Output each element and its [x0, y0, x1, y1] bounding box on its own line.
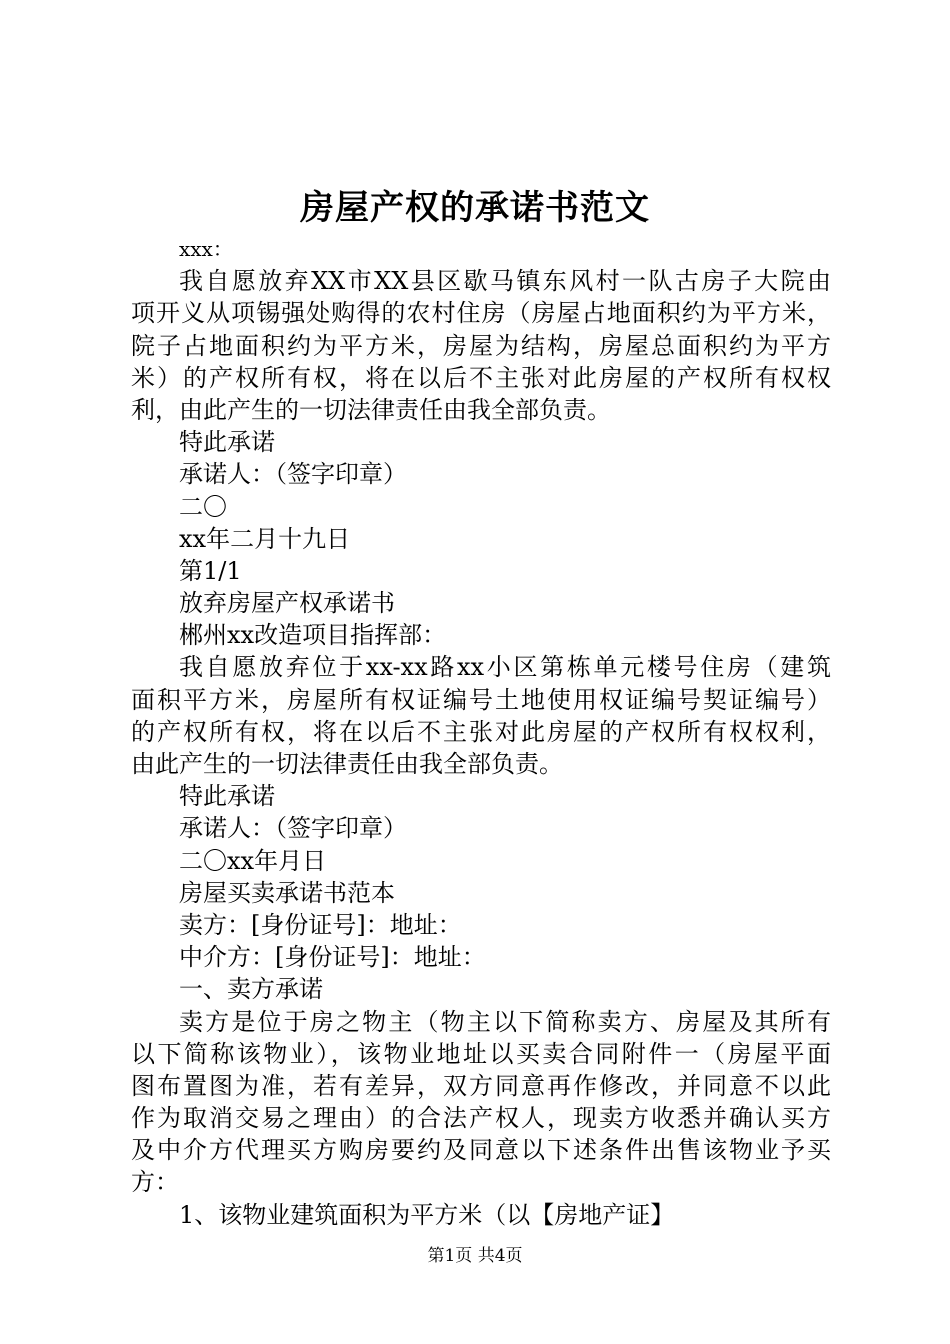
- page-footer: 第1页 共4页: [427, 1246, 523, 1266]
- salutation-line: xxx：: [179, 237, 233, 261]
- paragraph-line: 利，由此产生的一切法律责任由我全部负责。: [131, 395, 611, 424]
- section-heading: 放弃房屋产权承诺书: [179, 589, 395, 618]
- section-heading: 房屋买卖承诺书范本: [179, 878, 395, 907]
- date-line: xx年二月十九日: [179, 524, 351, 553]
- pledge-line: 特此承诺: [179, 782, 275, 811]
- addressee-line: 郴州xx改造项目指挥部：: [179, 621, 447, 650]
- paragraph-line: 米）的产权所有权，将在以后不主张对此房屋的产权所有权权: [131, 363, 831, 392]
- paragraph-line: 我自愿放弃位于xx-xx路xx小区第栋单元楼号住房（建筑: [179, 653, 831, 682]
- signatory-line: 承诺人：（签字印章）: [179, 460, 407, 489]
- paragraph-line: 项开义从项锡强处购得的农村住房（房屋占地面积约为平方米，: [131, 299, 831, 328]
- paragraph-line: 图布置图为准，若有差异，双方同意再作修改，并同意不以此: [131, 1071, 831, 1100]
- pledge-line: 特此承诺: [179, 428, 275, 457]
- paragraph-line: 以下简称该物业），该物业地址以买卖合同附件一（房屋平面: [131, 1039, 831, 1068]
- paragraph-line: 我自愿放弃XX市XX县区歇马镇东风村一队古房子大院由: [179, 267, 831, 296]
- date-line: 二〇xx年月日: [179, 846, 327, 875]
- paragraph-line: 面积平方米，房屋所有权证编号土地使用权证编号契证编号）: [131, 685, 831, 714]
- paragraph-line: 卖方是位于房之物主（物主以下简称卖方、房屋及其所有: [179, 1007, 831, 1036]
- signatory-line: 承诺人：（签字印章）: [179, 814, 407, 843]
- paragraph-line: 由此产生的一切法律责任由我全部负责。: [131, 750, 563, 778]
- clause-heading: 一、卖方承诺: [179, 975, 323, 1004]
- party-line: 中介方：[身份证号]：地址：: [179, 943, 486, 972]
- paragraph-line: 院子占地面积约为平方米，房屋为结构，房屋总面积约为平方: [131, 331, 831, 360]
- party-line: 卖方：[身份证号]：地址：: [179, 910, 462, 939]
- page-marker-line: 第1/1: [179, 556, 242, 585]
- paragraph-line: 及中介方代理买方购房要约及同意以下述条件出售该物业予买: [131, 1136, 831, 1165]
- document-body: [131, 233, 831, 1231]
- paragraph-line: 方：: [131, 1168, 179, 1197]
- paragraph-line: 作为取消交易之理由）的合法产权人，现卖方收悉并确认买方: [131, 1104, 831, 1133]
- paragraph-line: 的产权所有权，将在以后不主张对此房屋的产权所有权权利，: [131, 717, 831, 746]
- date-line: 二〇: [179, 492, 227, 521]
- clause-item: 1、该物业建筑面积为平方米（以【房地产证】: [179, 1200, 675, 1229]
- document-title: 房屋产权的承诺书范文: [300, 188, 650, 228]
